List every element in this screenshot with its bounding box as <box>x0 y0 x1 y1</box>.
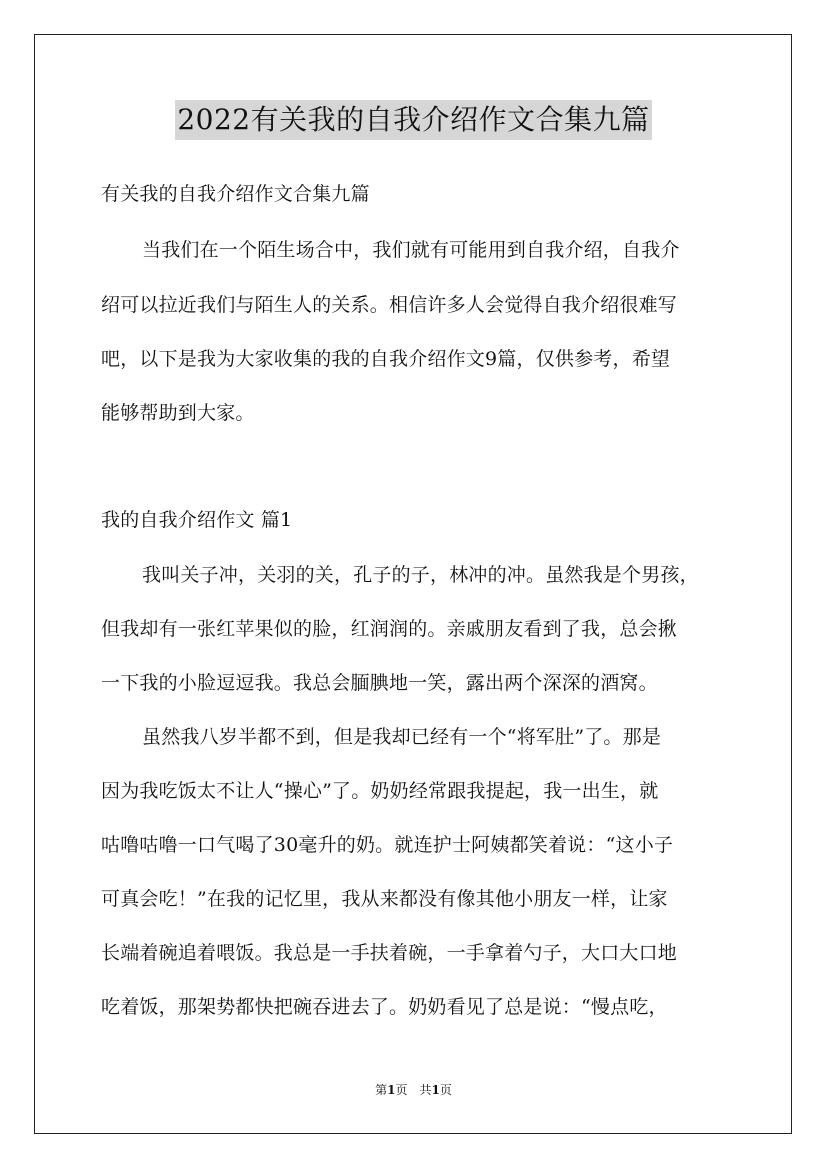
para1-line-1: 我叫关子冲，关羽的关，孔子的子，林冲的冲。虽然我是个男孩， <box>142 564 699 586</box>
document-title: 2022有关我的自我介绍作文合集九篇 <box>175 100 651 140</box>
footer-current-page: 1 <box>387 1083 396 1097</box>
intro-line-1: 当我们在一个陌生场合中，我们就有可能用到自我介绍，自我介 <box>142 239 680 261</box>
title-container <box>0 100 827 140</box>
footer-label-a: 第 <box>375 1083 388 1097</box>
intro-line-2: 绍可以拉近我们与陌生人的关系。相信许多人会觉得自我介绍很难写 <box>101 294 678 316</box>
section-heading: 我的自我介绍作文 篇1 <box>101 509 293 531</box>
footer-label-c: 页 <box>439 1083 452 1097</box>
para2-line-4: 可真会吃！”在我的记忆里，我从来都没有像其他小朋友一样，让家 <box>101 888 668 910</box>
para1-line-3: 一下我的小脸逗逗我。我总会腼腆地一笑，露出两个深深的酒窝。 <box>101 672 658 694</box>
para2-line-3: 咕噜咕噜一口气喝了30毫升的奶。就连护士阿姨都笑着说：“这小子 <box>101 834 674 856</box>
para2-line-5: 长端着碗追着喂饭。我总是一手扶着碗，一手拿着勺子，大口大口地 <box>101 942 678 964</box>
intro-line-3: 吧，以下是我为大家收集的我的自我介绍作文9篇，仅供参考，希望 <box>101 348 671 370</box>
para2-line-6: 吃着饭，那架势都快把碗吞进去了。奶奶看见了总是说：“慢点吃， <box>101 996 668 1018</box>
intro-line-4: 能够帮助到大家。 <box>101 402 255 424</box>
footer-label-b: 页 共 <box>395 1083 432 1097</box>
para1-line-2: 但我却有一张红苹果似的脸，红润润的。亲戚朋友看到了我，总会揪 <box>101 618 678 640</box>
footer-total-pages: 1 <box>431 1083 440 1097</box>
para2-line-2: 因为我吃饭太不让人“操心”了。奶奶经常跟我提起，我一出生，就 <box>101 780 659 802</box>
para2-line-1: 虽然我八岁半都不到，但是我却已经有一个“将军肚”了。那是 <box>142 726 662 748</box>
page-footer <box>0 1082 827 1098</box>
subtitle: 有关我的自我介绍作文合集九篇 <box>101 183 370 205</box>
